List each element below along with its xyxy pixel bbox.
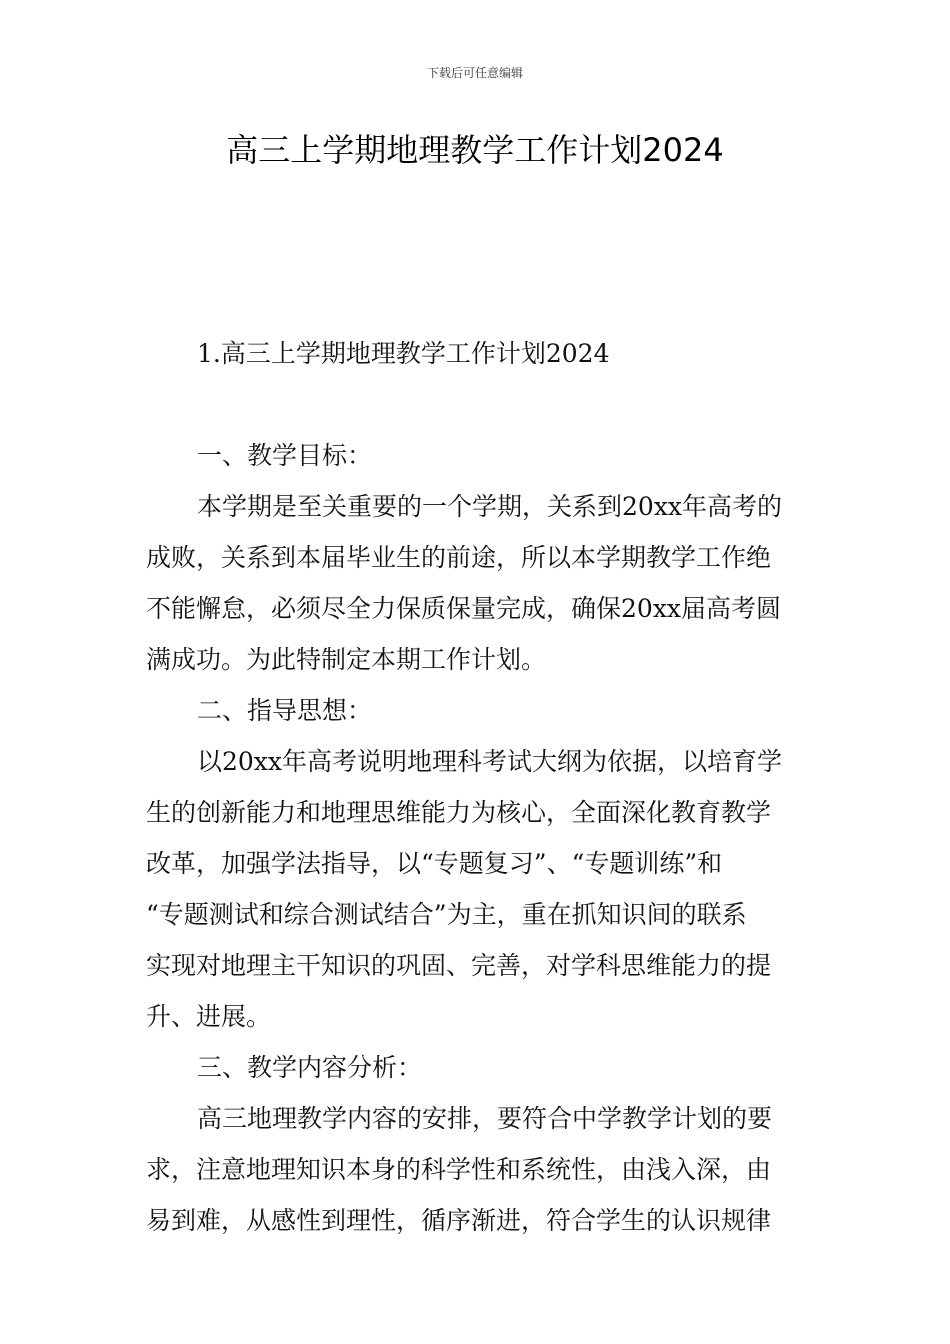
paragraph-line: 满成功。为此特制定本期工作计划。 [146, 645, 547, 674]
blank-line [146, 379, 808, 430]
paragraph-line: 实现对地理主干知识的巩固、完善，对学科思维能力的提 [146, 951, 772, 980]
document-body [146, 328, 808, 1246]
section-heading: 1.高三上学期地理教学工作计划2024 [197, 339, 610, 368]
document-title: 高三上学期地理教学工作计划2024 [226, 131, 724, 169]
paragraph-line: 成败，关系到本届毕业生的前途，所以本学期教学工作绝 [146, 543, 772, 572]
paragraph-line: 易到难，从感性到理性，循序渐进，符合学生的认识规律 [146, 1206, 772, 1235]
paragraph-line: 不能懈怠，必须尽全力保质保量完成，确保20xx届高考圆 [146, 594, 782, 623]
page-header-note: 下载后可任意编辑 [426, 66, 523, 80]
heading-guiding-thought: 二、指导思想： [197, 696, 373, 725]
heading-content-analysis: 三、教学内容分析： [197, 1053, 423, 1082]
paragraph-line: “专题测试和综合测试结合”为主，重在抓知识间的联系 [146, 900, 747, 929]
paragraph-line: 高三地理教学内容的安排，要符合中学教学计划的要 [197, 1104, 773, 1133]
paragraph-line: 本学期是至关重要的一个学期，关系到20xx年高考的 [197, 492, 783, 521]
heading-teaching-goals: 一、教学目标： [197, 441, 373, 470]
paragraph-line: 求，注意地理知识本身的科学性和系统性，由浅入深，由 [146, 1155, 772, 1184]
paragraph-line: 生的创新能力和地理思维能力为核心，全面深化教育教学 [146, 798, 772, 827]
paragraph-line: 改革，加强学法指导，以“专题复习”、“专题训练”和 [146, 849, 723, 878]
paragraph-line: 升、进展。 [146, 1002, 272, 1031]
paragraph-line: 以20xx年高考说明地理科考试大纲为依据，以培育学 [197, 747, 783, 776]
